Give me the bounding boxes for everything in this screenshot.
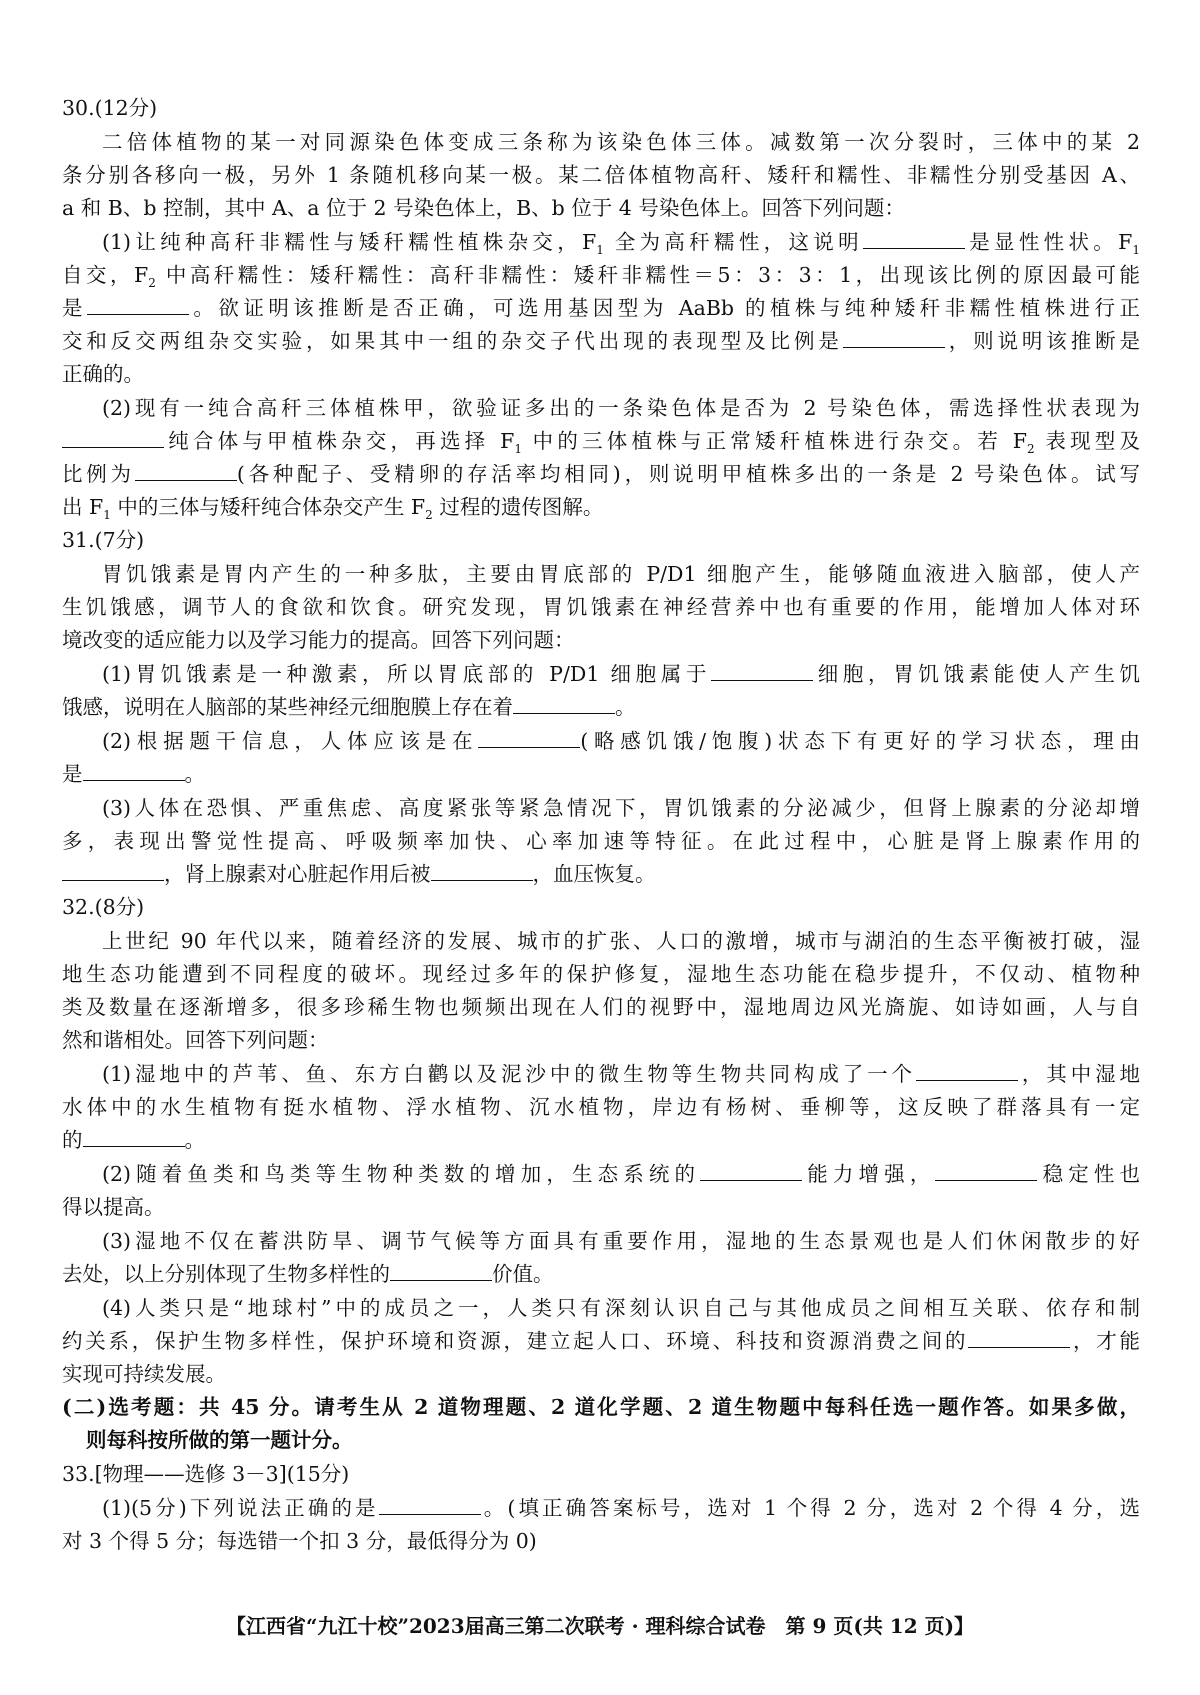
q32-4-line-1: (4)人类只是“地球村”中的成员之一，人类只有深刻认识自己与其他成员之间相互关联、依存和制	[102, 1296, 1140, 1320]
q32-intro-line-4: 然和谐相处。回答下列问题：	[62, 1028, 329, 1052]
q32-4-line-2: 约关系，保护生物多样性，保护环境和资源，建立起人口、环境、科技和资源消费之间的 ，才能	[62, 1329, 1140, 1353]
answer-blank[interactable]	[711, 662, 813, 681]
q32-3-line-1: (3)湿地不仅在蓄洪防旱、调节气候等方面具有重要作用，湿地的生态景观也是人们休闲散步的好	[102, 1229, 1140, 1253]
answer-blank[interactable]	[935, 1162, 1037, 1181]
answer-blank[interactable]	[843, 329, 945, 348]
q31-header: 31.(7分)	[62, 528, 145, 552]
q31-3-line-1: (3)人体在恐惧、严重焦虑、高度紧张等紧急情况下，胃饥饿素的分泌减少，但肾上腺素的分泌却增	[102, 796, 1140, 820]
answer-blank[interactable]	[700, 1162, 802, 1181]
section2-instructions-line-2: 则每科按所做的第一题计分。	[86, 1428, 353, 1452]
answer-blank[interactable]	[916, 1062, 1018, 1081]
q30-2-line-2: 纯合体与甲植株杂交，再选择 $F_1$ 中的三体植株与正常矮秆植株进行杂交。若 $F_2$ 表现型及	[62, 426, 1140, 456]
q30-1-line-1: (1)让纯种高秆非糯性与矮秆糯性植株杂交，$F_1$ 全为高秆糯性，这说明 是显性性状。$F_1$	[102, 230, 1140, 257]
q31-3-line-2: 多，表现出警觉性提高、呼吸频率加快、心率加速等特征。在此过程中，心脏是肾上腺素作用的	[62, 829, 1140, 853]
q30-1-line-5: 正确的。	[62, 362, 144, 386]
answer-blank[interactable]	[83, 1128, 185, 1147]
answer-blank[interactable]	[83, 762, 185, 781]
answer-blank[interactable]	[863, 230, 965, 249]
q32-intro-line-1: 上世纪 90 年代以来，随着经济的发展、城市的扩张、人口的激增，城市与湖泊的生态平衡被打破，湿	[102, 929, 1140, 953]
q30-1-line-2: 自交，$F_2$ 中高秆糯性：矮秆糯性：高秆非糯性：矮秆非糯性＝5：3：3：1，出现该比例的原因最可能	[62, 263, 1140, 290]
q30-header: 30.(12分)	[62, 96, 158, 120]
q31-2-line-2: 是 。	[62, 762, 205, 786]
q31-3-line-3: ，肾上腺素对心脏起作用后被 ，血压恢复。	[62, 859, 1140, 889]
q33-header: 33.[物理——选修 3－3](15分)	[62, 1462, 350, 1486]
q30-2-line-4: 出 $F_1$ 中的三体与矮秆纯合体杂交产生 $F_2$ 过程的遗传图解。	[62, 495, 604, 522]
q32-3-line-2: 去处，以上分别体现了生物多样性的 价值。	[62, 1262, 554, 1286]
q32-1-line-3: 的 。	[62, 1128, 205, 1152]
q30-2-line-3: 比例为 (各种配子、受精卵的存活率均相同)，则说明甲植株多出的一条是 2 号染色体。试写	[62, 462, 1140, 486]
answer-blank[interactable]	[379, 1496, 481, 1515]
q32-2-line-2: 得以提高。	[62, 1195, 165, 1219]
q30-1-line-3: 是 。欲证明该推断是否正确，可选用基因型为 AaBb 的植株与纯种矮秆非糯性植株进行正	[62, 296, 1140, 320]
answer-blank[interactable]	[431, 862, 533, 881]
q32-2-line-1: (2)随着鱼类和鸟类等生物种类数的增加，生态系统的 能力增强， 稳定性也	[102, 1162, 1140, 1186]
q30-intro-line-3: a 和 B、b 控制，其中 A、a 位于 2 号染色体上，B、b 位于 4 号染色体上。回答下列问题：	[62, 196, 905, 220]
q31-intro-line-1: 胃饥饿素是胃内产生的一种多肽，主要由胃底部的 P/D1 细胞产生，能够随血液进入脑部，使人产	[102, 562, 1140, 586]
q31-1-line-1: (1)胃饥饿素是一种激素，所以胃底部的 P/D1 细胞属于 细胞，胃饥饿素能使人产生饥	[102, 662, 1140, 686]
q32-intro-line-2: 地生态功能遭到不同程度的破坏。现经过多年的保护修复，湿地生态功能在稳步提升，不仅动、植物种	[62, 962, 1140, 986]
q32-header: 32.(8分)	[62, 895, 145, 919]
q32-1-line-2: 水体中的水生植物有挺水植物、浮水植物、沉水植物，岸边有杨树、垂柳等，这反映了群落具有一定	[62, 1095, 1140, 1119]
q32-1-line-1: (1)湿地中的芦苇、鱼、东方白鹳以及泥沙中的微生物等生物共同构成了一个 ，其中湿地	[102, 1062, 1140, 1086]
q31-2-line-1: (2)根据题干信息，人体应该是在 (略感饥饿/饱腹)状态下有更好的学习状态，理由	[102, 729, 1140, 753]
q32-intro-line-3: 类及数量在逐渐增多，很多珍稀生物也频频出现在人们的视野中，湿地周边风光旖旎、如诗如画，人与自	[62, 995, 1140, 1019]
q30-intro-line-1: 二倍体植物的某一对同源染色体变成三条称为该染色体三体。减数第一次分裂时，三体中的某 2	[102, 130, 1140, 154]
q31-intro-line-3: 境改变的适应能力以及学习能力的提高。回答下列问题：	[62, 628, 575, 652]
answer-blank[interactable]	[513, 695, 615, 714]
answer-blank[interactable]	[62, 862, 164, 881]
q33-1-line-1: (1)(5分)下列说法正确的是 。(填正确答案标号，选对 1 个得 2 分，选对 2 个得 4 分，选	[102, 1496, 1140, 1520]
answer-blank[interactable]	[390, 1262, 492, 1281]
answer-blank[interactable]	[87, 296, 189, 315]
answer-blank[interactable]	[478, 729, 580, 748]
q31-1-line-2: 饿感，说明在人脑部的某些神经元细胞膜上存在着 。	[62, 695, 636, 719]
q31-intro-line-2: 生饥饿感，调节人的食欲和饮食。研究发现，胃饥饿素在神经营养中也有重要的作用，能增加人体对环	[62, 595, 1140, 619]
answer-blank[interactable]	[968, 1329, 1070, 1348]
section2-instructions-line-1: (二)选考题：共 45 分。请考生从 2 道物理题、2 道化学题、2 道生物题中每科任选一题作答。如果多做，	[62, 1395, 1140, 1419]
q33-1-line-2: 对 3 个得 5 分；每选错一个扣 3 分，最低得分为 0)	[62, 1529, 537, 1553]
q30-2-line-1: (2)现有一纯合高秆三体植株甲，欲验证多出的一条染色体是否为 2 号染色体，需选择性状表现为	[102, 396, 1140, 420]
answer-blank[interactable]	[135, 462, 237, 481]
q30-1-line-4: 交和反交两组杂交实验，如果其中一组的杂交子代出现的表现型及比例是 ，则说明该推断是	[62, 329, 1140, 353]
answer-blank[interactable]	[62, 429, 164, 448]
q30-intro-line-2: 条分别各移向一极，另外 1 条随机移向某一极。某二倍体植物高秆、矮秆和糯性、非糯性分别受基因 A、	[62, 163, 1140, 187]
q32-4-line-3: 实现可持续发展。	[62, 1362, 226, 1386]
page-footer: 【江西省“九江十校”2023届高三第二次联考 · 理科综合试卷 第 9 页(共 12 页)】	[225, 1614, 975, 1638]
